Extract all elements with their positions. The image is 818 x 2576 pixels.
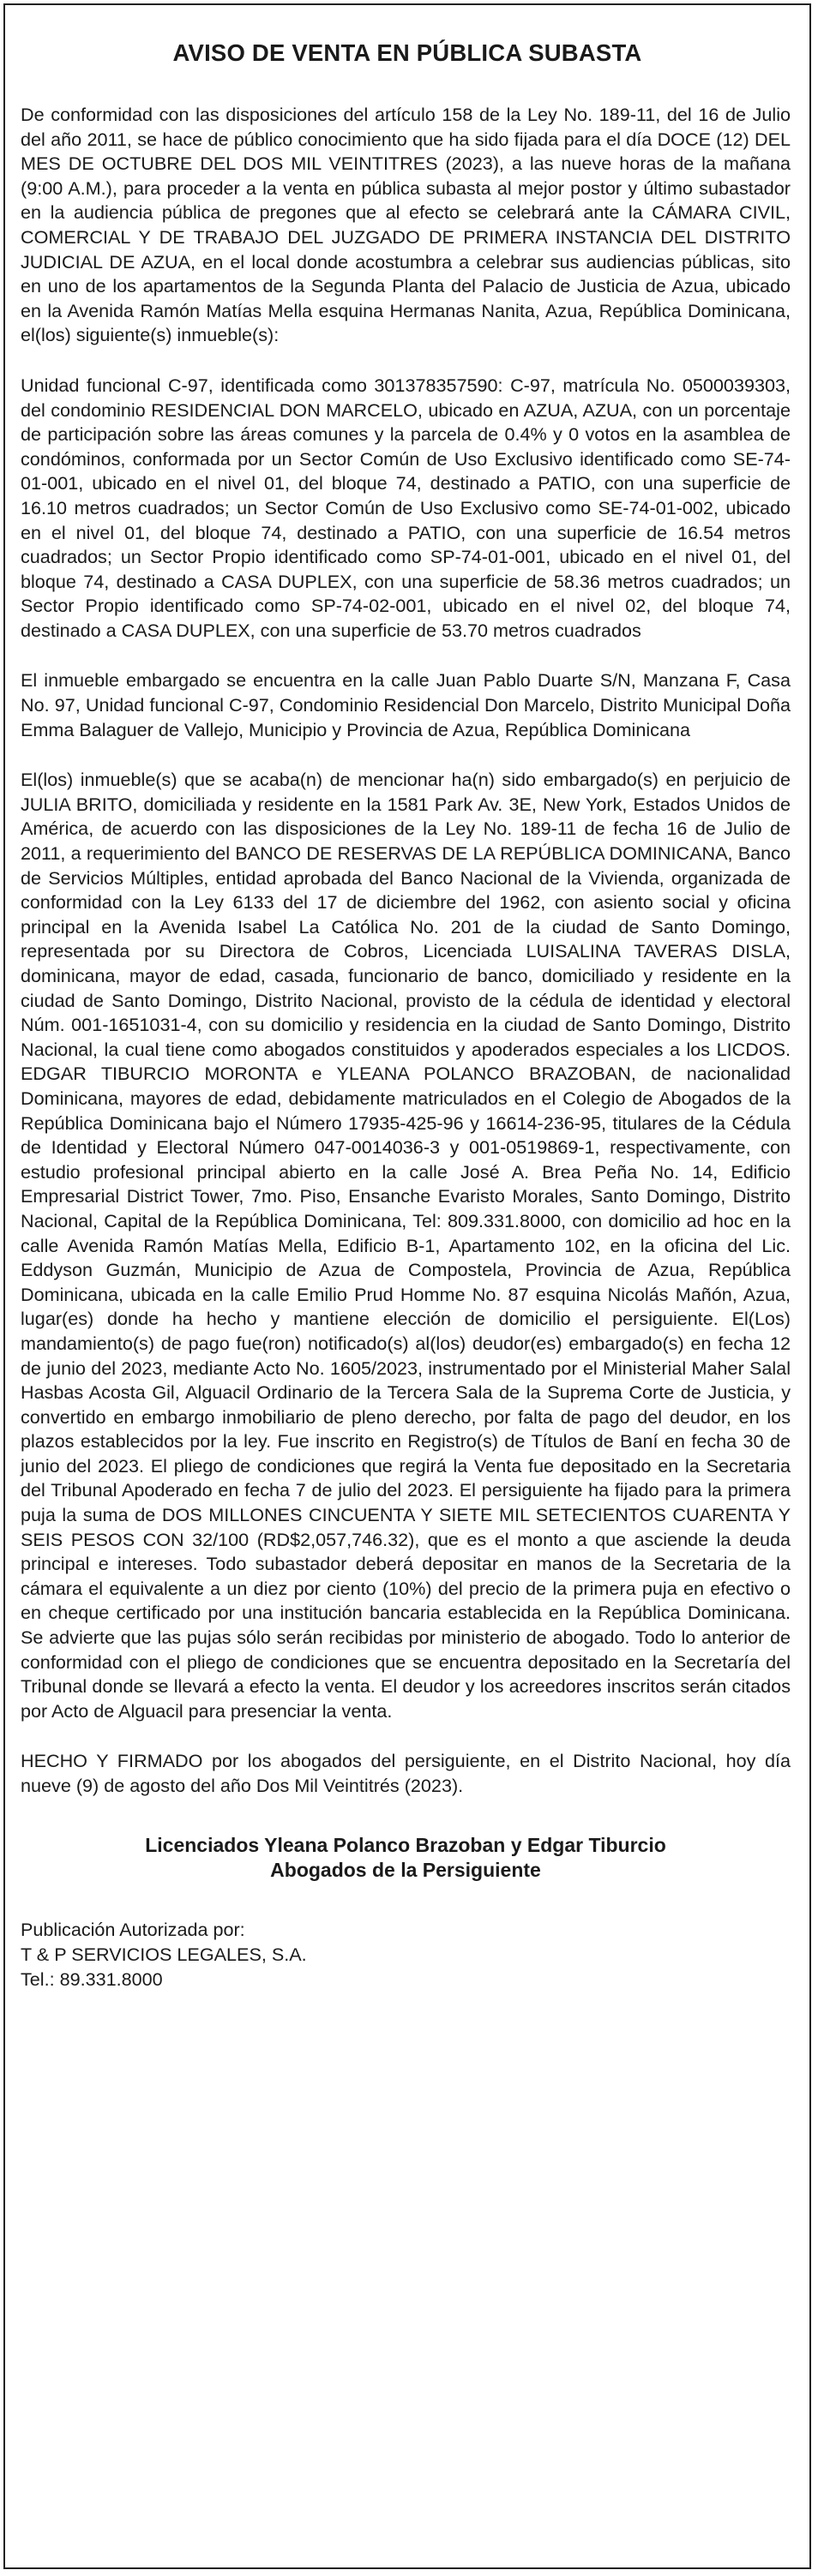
signature-names: Licenciados Yleana Polanco Brazoban y Edgar Tiburcio [145, 1833, 666, 1856]
paragraph-seizure-details: El(los) inmueble(s) que se acaba(n) de mencionar ha(n) sido embargado(s) en perjuicio de JULIA BRITO, domiciliada y residente en la 1581 Park Av. 3E, New York, Estados Unidos de América, de acuerdo con las disposiciones de la Ley No. 189-11 de fecha 16 de Julio de 2011, a requerimiento del BANCO DE RESERVAS DE LA REPÚBLICA DOMINICANA, Banco de Servicios Múltiples, entidad aprobada del Banco Nacional de la Vivienda, organizada de conformidad con la Ley 6133 del 17 de diciembre del 1962, con asiento social y oficina principal en la Avenida Isabel La Católica No. 201 de la ciudad de Santo Domingo, representada por su Directora de Cobros, Licenciada LUISALINA TAVERAS DISLA, dominicana, mayor de edad, casada, funcionario de banco, domiciliado y residente en la ciudad de Santo Domingo, Distrito Nacional, provisto de la cédula de identidad y electoral Núm. 001-1651031-4, con su domicilio y residencia en la ciudad de Santo Domingo, Distrito Nacional, la cual tiene como abogados constituidos y apoderados especiales a los LICDOS. EDGAR TIBURCIO MORONTA e YLEANA POLANCO BRAZOBAN, de nacionalidad Dominicana, mayores de edad, debidamente matriculados en el Colegio de Abogados de la República Dominicana bajo el Número 17935-425-96 y 16614-236-95, titulares de la Cédula de Identidad y Electoral Número 047-0014036-3 y 001-0519869-1, respectivamente, con estudio profesional principal abierto en la calle José A. Brea Peña No. 14, Edificio Empresarial District Tower, 7mo. Piso, Ensanche Evaristo Morales, Santo Domingo, Distrito Nacional, Capital de la República Dominicana, Tel: 809.331.8000, con domicilio ad hoc en la calle Avenida Ramón Matías Mella, Edificio B-1, Apartamento 102, en la oficina del Lic. Eddyson Guzmán, Municipio de Azua de Compostela, Provincia de Azua, República Dominicana, ubicada en la calle Emilio Prud Homme No. 87 esquina Nicolás Mañón, Azua, lugar(es) donde ha hecho y mantiene elección de domicilio el persiguiente. El(Los) mandamiento(s) de pago fue(ron) notificado(s) al(los) deudor(es) embargado(s) en fecha 12 de junio del 2023, mediante Acto No. 1605/2023, instrumentado por el Ministerial Maher Salal Hasbas Acosta Gil, Alguacil Ordinario de la Tercera Sala de la Suprema Corte de Justicia, y convertido en embargo inmobiliario de pleno derecho, por falta de pago del deudor, en los plazos establecidos por la ley. Fue inscrito en Registro(s) de Títulos de Baní en fecha 30 de junio del 2023. El pliego de condiciones que regirá la Venta fue depositado en la Secretaria del Tribunal Apoderado en fecha 7 de julio del 2023. El persiguiente ha fijado para la primera puja la suma de DOS MILLONES CINCUENTA Y SIETE MIL SETECIENTOS CUARENTA Y SEIS PESOS CON 32/100 (RD$2,057,746.32), que es el monto a que asciende la deuda principal e intereses. Todo subastador deberá depositar en manos de la Secretaria de la cámara el equivalente a un diez por ciento (10%) del precio de la primera puja en efectivo o en cheque certificado por una institución bancaria establecida en la República Dominicana. Se advierte que las pujas sólo serán recibidas por ministerio de abogado. Todo lo anterior de conformidad con el pliego de condiciones que se encuentra depositado en la Secretaría del Tribunal donde se llevará a efecto la venta. El deudor y los acreedores inscritos serán citados por Acto de Alguacil para presenciar la venta. [21, 769, 791, 1722]
signature-block [21, 1833, 791, 1883]
paragraph-auction-announcement: De conformidad con las disposiciones del artículo 158 de la Ley No. 189-11, del 16 de Julio del año 2011, se hace de público conocimiento que ha sido fijada para el día DOCE (12) DEL MES DE OCTUBRE DEL DOS MIL VEINTITRES (2023), a las nueve horas de la mañana (9:00 A.M.), para proceder a la venta en pública subasta al mejor postor y último subastador en la audiencia pública de pregones que al efecto se celebrará ante la CÁMARA CIVIL, COMERCIAL Y DE TRABAJO DEL JUZGADO DE PRIMERA INSTANCIA DEL DISTRITO JUDICIAL DE AZUA, en el local donde acostumbra a celebrar sus audiencias públicas, sito en uno de los apartamentos de la Segunda Planta del Palacio de Justicia de Azua, ubicado en la Avenida Ramón Matías Mella esquina Hermanas Nanita, Azua, República Dominicana, el(los) siguiente(s) inmueble(s): [21, 104, 791, 346]
publication-phone: Tel.: 89.331.8000 [21, 1968, 163, 1990]
paragraph-property-location: El inmueble embargado se encuentra en la calle Juan Pablo Duarte S/N, Manzana F, Casa No. 97, Unidad funcional C-97, Condominio Residencial Don Marcelo, Distrito Municipal Doña Emma Balaguer de Vallejo, Municipio y Provincia de Azua, República Dominicana [21, 669, 791, 740]
notice-title: AVISO DE VENTA EN PÚBLICA SUBASTA [172, 39, 642, 66]
legal-notice [3, 3, 811, 2569]
publication-block [21, 1917, 791, 1992]
publication-label: Publicación Autorizada por: [21, 1918, 245, 1940]
publication-company: T & P SERVICIOS LEGALES, S.A. [21, 1943, 307, 1965]
paragraph-property-description: Unidad funcional C-97, identificada como 301378357590: C-97, matrícula No. 0500039303, del condominio RESIDENCIAL DON MARCELO, ubicado en AZUA, AZUA, con un porcentaje de participación sobre las áreas comunes y la parcela de 0.4% y 0 votos en la asamblea de condóminos, conformada por un Sector Común de Uso Exclusivo identificado como SE-74-01-001, ubicado en el nivel 01, del bloque 74, destinado a PATIO, con una superficie de 16.10 metros cuadrados; un Sector Común de Uso Exclusivo como SE-74-01-002, ubicado en el nivel 01, del bloque 74, destinado a PATIO, con una superficie de 16.54 metros cuadrados; un Sector Propio identificado como SP-74-01-001, ubicado en el nivel 01, del bloque 74, destinado a CASA DUPLEX, con una superficie de 58.36 metros cuadrados; un Sector Propio identificado como SP-74-02-001, ubicado en el nivel 02, del bloque 74, destinado a CASA DUPLEX, con una superficie de 53.70 metros cuadrados [21, 374, 791, 641]
signature-role: Abogados de la Persiguiente [270, 1858, 541, 1881]
paragraph-signed-statement: HECHO Y FIRMADO por los abogados del persiguiente, en el Distrito Nacional, hoy día nueve (9) de agosto del año Dos Mil Veintitrés (2023). [21, 1750, 791, 1796]
notice-body [5, 103, 809, 1992]
